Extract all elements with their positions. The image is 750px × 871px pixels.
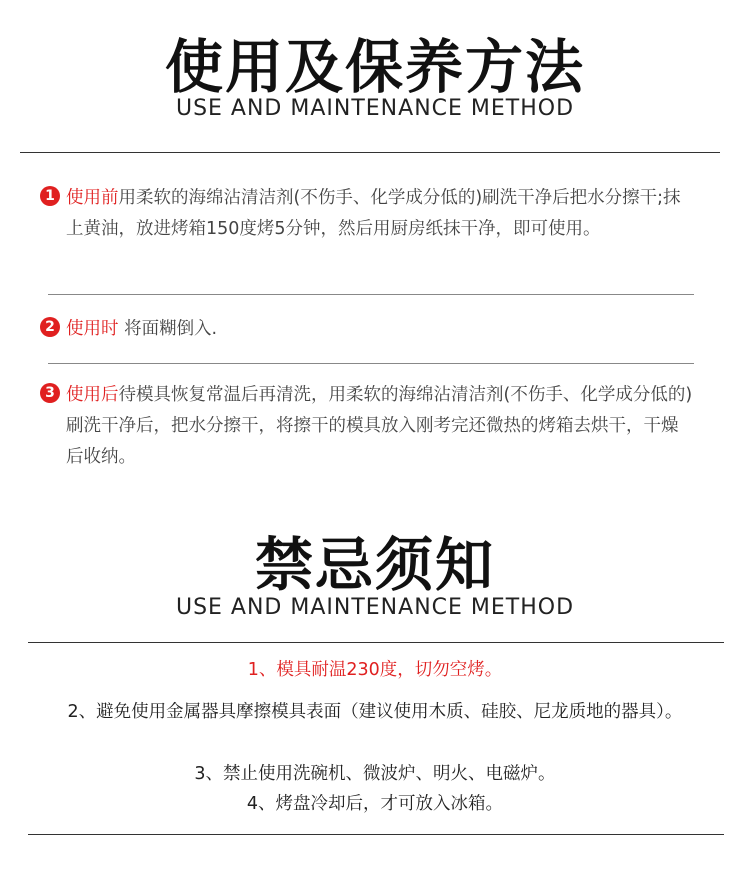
step-after-use	[40, 380, 695, 473]
step-text: 待模具恢复常温后再清洗，用柔软的海绵沾清洁剂(不伤手、化学成分低的)刷洗干净后，把水分擦干，将擦干的模具放入刚考完还微热的烤箱去烘干，干燥后收纳。	[66, 385, 693, 467]
section1-divider	[20, 152, 720, 153]
step-text: 将面糊倒入.	[118, 319, 218, 339]
step-number-badge: 1	[40, 186, 60, 206]
step-divider	[48, 363, 694, 364]
step-label: 使用时	[66, 319, 119, 339]
section2-divider	[28, 642, 724, 643]
step-before-use	[40, 183, 695, 245]
notice-item: 1、模具耐温230度，切勿空烤。	[247, 660, 503, 680]
section2-title: 禁忌须知	[254, 531, 495, 599]
step-divider	[48, 294, 694, 295]
section1-subtitle: USE AND MAINTENANCE METHOD	[175, 96, 575, 121]
notice-item: 2、避免使用金属器具摩擦模具表面（建议使用木质、硅胶、尼龙质地的器具）。	[67, 702, 683, 722]
notice-item: 4、烤盘冷却后，才可放入冰箱。	[246, 794, 504, 814]
section2-bottom-divider	[28, 834, 724, 835]
step-number-badge: 3	[40, 383, 60, 403]
step-label: 使用前	[66, 188, 119, 208]
step-during-use	[40, 314, 695, 345]
notice-item: 3、禁止使用洗碗机、微波炉、明火、电磁炉。	[194, 764, 556, 784]
step-text: 用柔软的海绵沾清洁剂(不伤手、化学成分低的)刷洗干净后把水分擦干;抹上黄油，放进烤箱150度烤5分钟，然后用厨房纸抹干净，即可使用。	[66, 188, 681, 239]
section1-title: 使用及保养方法	[164, 33, 585, 101]
step-label: 使用后	[66, 385, 119, 405]
step-number-badge: 2	[40, 317, 60, 337]
section2-subtitle: USE AND MAINTENANCE METHOD	[175, 595, 575, 620]
